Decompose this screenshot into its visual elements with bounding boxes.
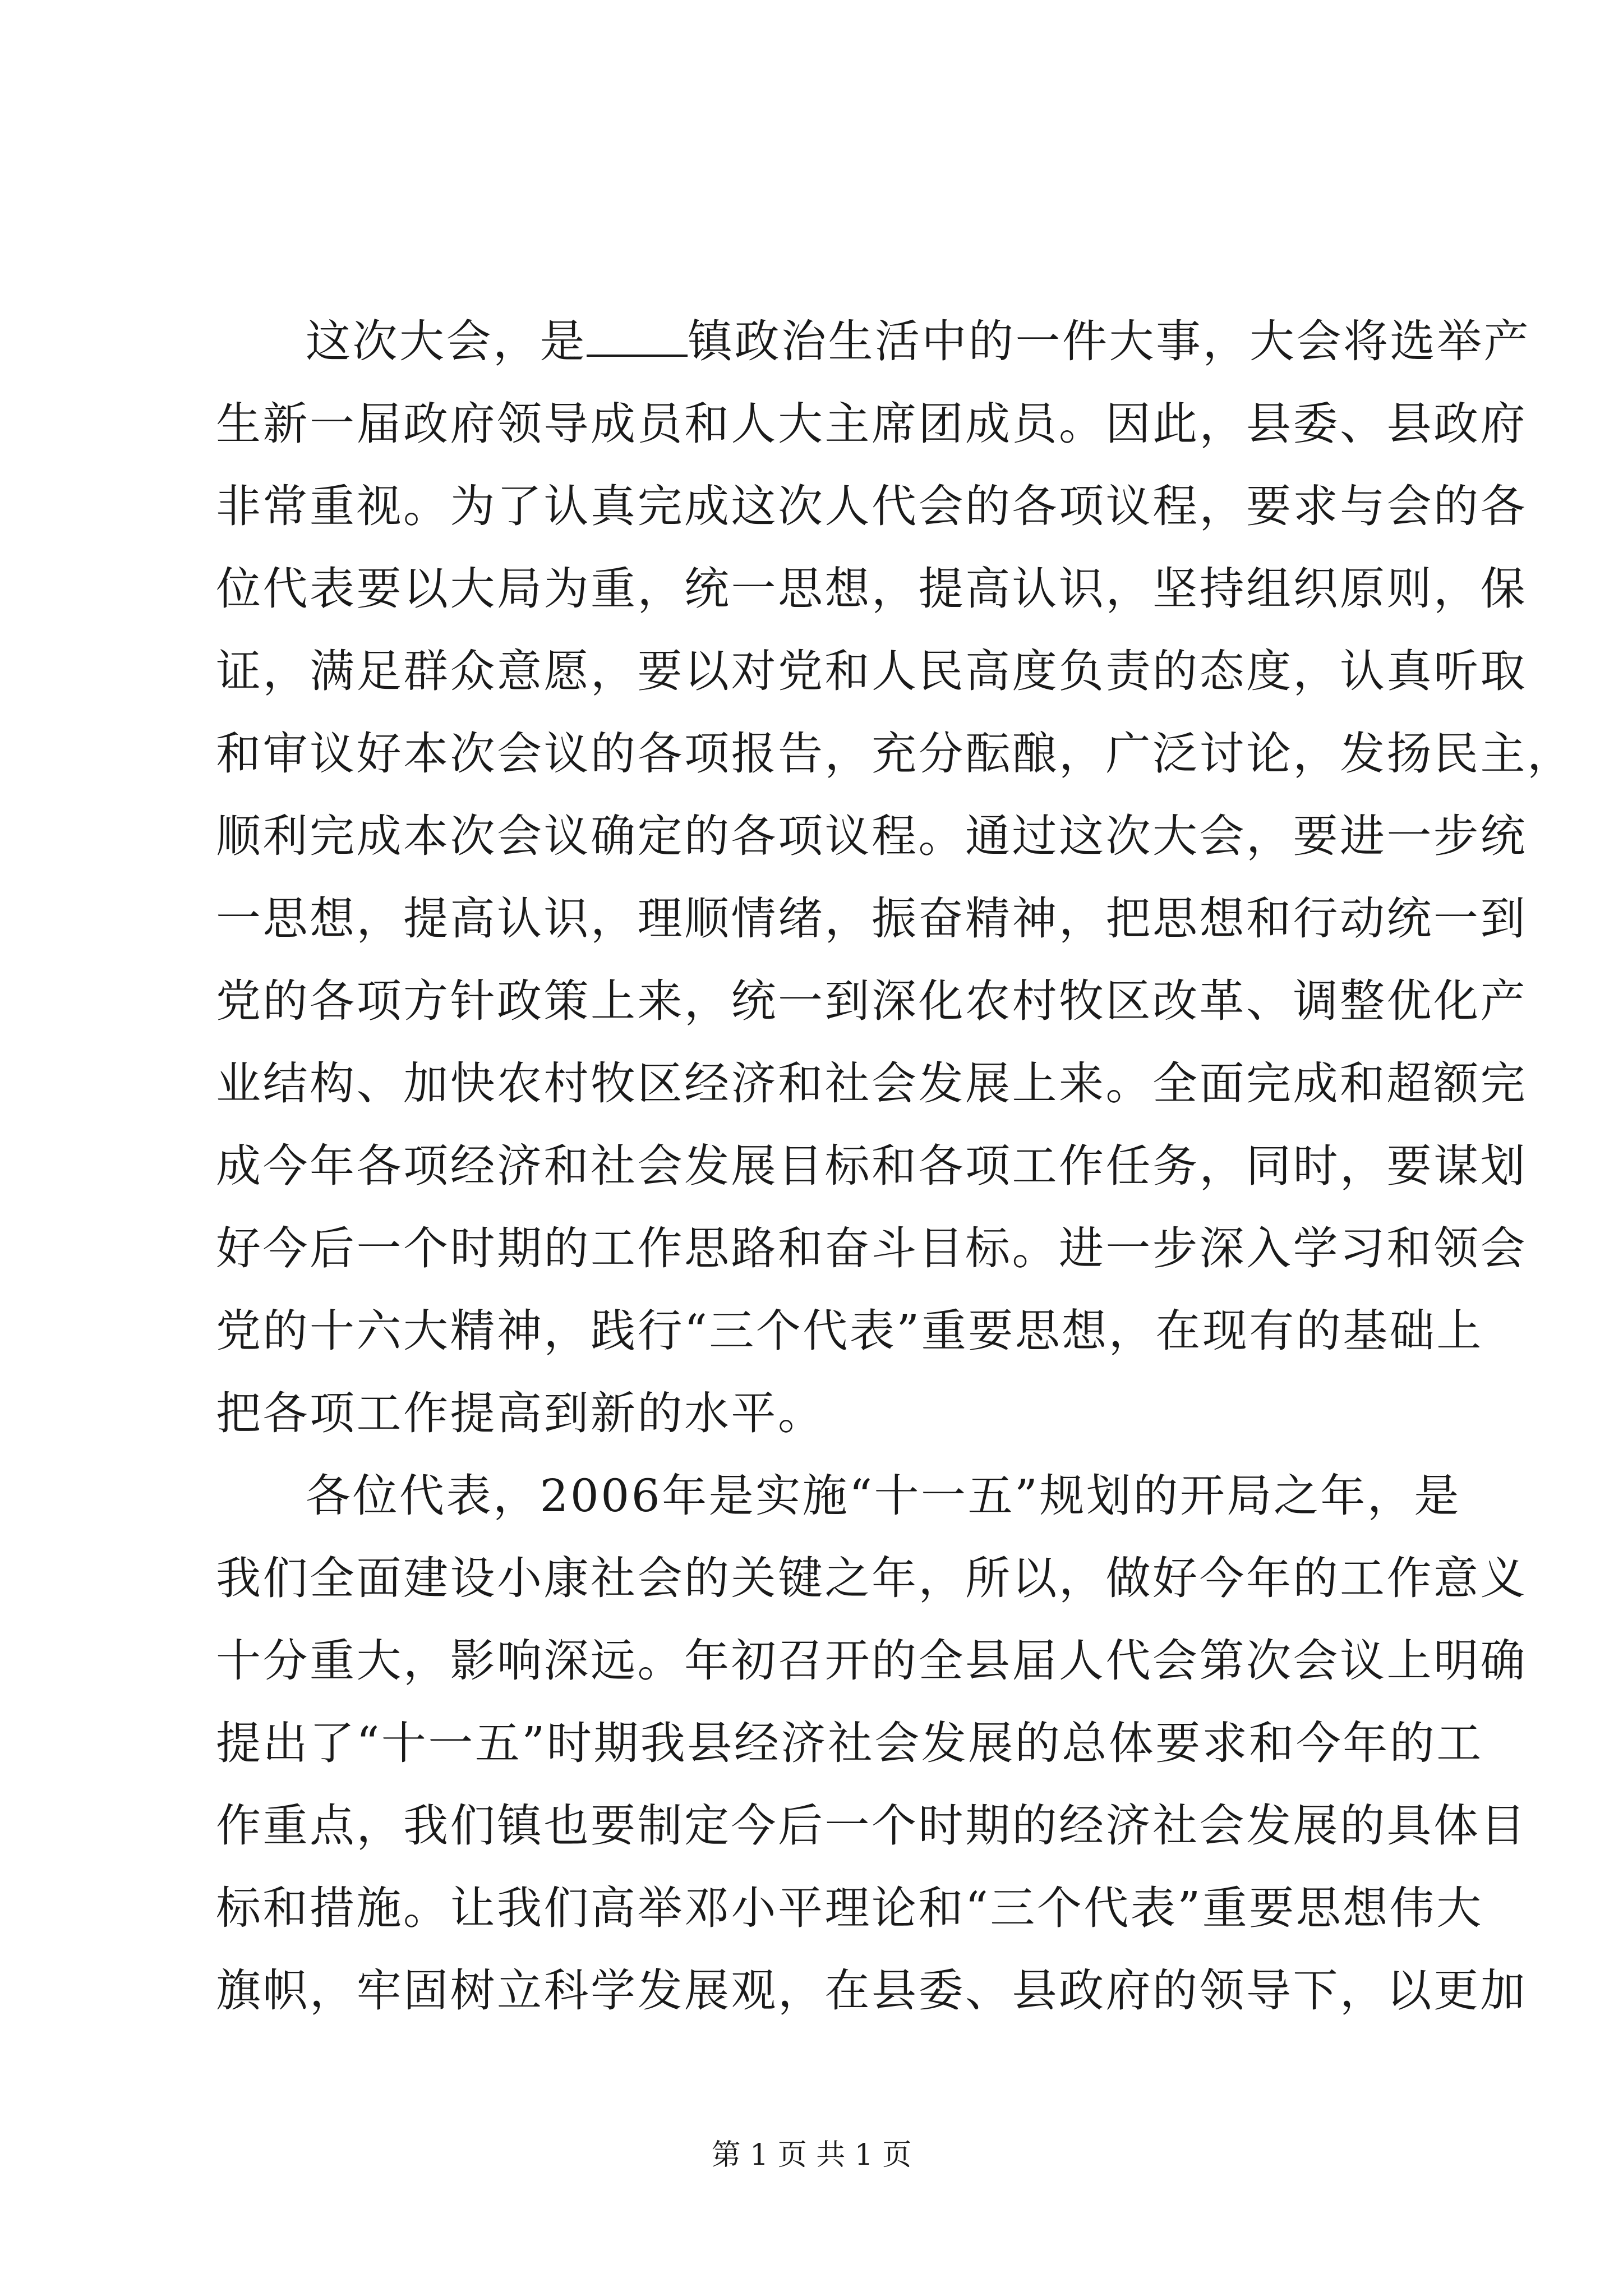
text-line: 顺利完成本次会议确定的各项议程。通过这次大会，要进一步统 bbox=[216, 810, 1527, 862]
text-line: 一思想，提高认识，理顺情绪，振奋精神，把思想和行动统一到 bbox=[216, 892, 1527, 945]
page-footer bbox=[0, 2138, 1623, 2172]
document-body bbox=[216, 300, 1574, 2032]
text-line: 各位代表，2006年是实施“十一五”规划的开局之年，是 bbox=[306, 1470, 1461, 1522]
text-line: 提出了“十一五”时期我县经济社会发展的总体要求和今年的工 bbox=[216, 1717, 1483, 1769]
text-line: 业结构、加快农村牧区经济和社会发展上来。全面完成和超额完 bbox=[216, 1057, 1527, 1110]
text-line: 生新一届政府领导成员和人大主席团成员。因此，县委、县政府 bbox=[216, 398, 1527, 450]
text-line: 党的十六大精神，践行“三个代表”重要思想，在现有的基础上 bbox=[216, 1305, 1483, 1357]
paragraph-1 bbox=[216, 300, 1574, 1455]
text-line: 证，满足群众意愿，要以对党和人民高度负责的态度，认真听取 bbox=[216, 645, 1527, 697]
text-line: 好今后一个时期的工作思路和奋斗目标。进一步深入学习和领会 bbox=[216, 1222, 1527, 1274]
text-line: 和审议好本次会议的各项报告，充分酝酿，广泛讨论，发扬民主， bbox=[216, 728, 1574, 780]
text-line: 十分重大，影响深远。年初召开的全县届人代会第次会议上明确 bbox=[216, 1635, 1527, 1687]
text-line: 党的各项方针政策上来，统一到深化农村牧区改革、调整优化产 bbox=[216, 975, 1527, 1027]
text-line: 成今年各项经济和社会发展目标和各项工作任务，同时，要谋划 bbox=[216, 1140, 1527, 1192]
text-line: 标和措施。让我们高举邓小平理论和“三个代表”重要思想伟大 bbox=[216, 1882, 1483, 1934]
page-number: 第 1 页 共 1 页 bbox=[711, 2138, 912, 2172]
text-line: 作重点，我们镇也要制定今后一个时期的经济社会发展的具体目 bbox=[216, 1800, 1527, 1852]
text-line: 把各项工作提高到新的水平。 bbox=[216, 1387, 825, 1439]
text-line: 位代表要以大局为重，统一思想，提高认识，坚持组织原则，保 bbox=[216, 563, 1527, 615]
paragraph-2 bbox=[216, 1455, 1527, 2032]
text-line: 这次大会，是 镇政治生活中的一件大事，大会将选举产 bbox=[306, 315, 1530, 367]
fill-in-blank bbox=[587, 350, 688, 357]
text-line: 非常重视。为了认真完成这次人代会的各项议程，要求与会的各 bbox=[216, 480, 1527, 532]
text-line: 我们全面建设小康社会的关键之年，所以，做好今年的工作意义 bbox=[216, 1552, 1527, 1604]
text-line: 旗帜，牢固树立科学发展观，在县委、县政府的领导下，以更加 bbox=[216, 1964, 1527, 2017]
